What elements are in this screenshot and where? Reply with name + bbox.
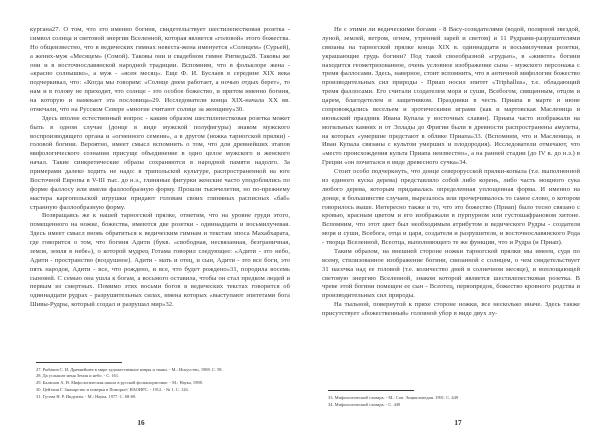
paragraph: кургана27. О том, что это именно богиня, свидетельствует шестилепестковая розетка - символ солнца и световой энергии Вселенной, которая является «головой» этого божества. Но общеизвестно, что в ведических гимнах невеста-жена именуется «Солнцем» (Сурьей), а жених-муж «Месяцем» (Сомой). Таковы они и свадебном гимне Ригведы28. Таковы же они и в восточнославянской народной традиции. Вспомним, что в фольклоре жена - «красно солнышко», а муж - «ясен месяц». Еще Ф. И. Буслаев в середине XIX века подчеркивал, что: «Когда мы говорим: «Солнце днем работает, а ночью отдых берет», то нам и в голову не приходит, что солнце - это особое божество, и притом именно богиня, на которую и намекает эта пословица»29. Исследователи конца XIX-начала XX вв. отмечали, что на Русском Севере «многие считают солнце за женщину»30.: [30, 26, 290, 113]
footnote-separator-rule: [36, 362, 122, 363]
footnote-number: 33.: [328, 395, 334, 401]
footnote-item: [30, 367, 290, 373]
footnote-item: [30, 394, 290, 400]
paragraph: Не с этими ли ведическими богами - 8 Васу-созидателями (водой, полярной звездой, луной, землей, ветром, огнем, утренней зарей и светом) и 11 Рудрами-разрушителями связаны на тарногской прялке конца XIX в. одиннадцати и восьмилучевая розетки, украшающие грудь богини? Под такой своеобразной «грудью», в «животе» богини находится геометризованное, очень условное изображение сына - мужского персонажа с тремя фаллосами. Здесь, наверное, стоит вспомнить, что в античной мифологии божество производительных сил природы - Приап носил эпитет «Triphallus», т.е. обладающий тремя фаллосами. Его считали создателем моря и суши, Всебогом, священным, отцом и царем, благодетелем и защитником. Праздники в честь Приапа в марте и июне сопровождались весельем и эротическими играми (как и мартовская Масленица и июньский праздник Ивана Купала у восточных славян). Приапа часто изображали на могильных камнях и от Эллады до Фригии были в древности распространены амулеты, на которых «умершие предстают в облике Приапа»33. (Вспомним, что и Масленица, и Иван Купала связаны с культом умерших и плодородия). Исследователи отмечают, что «место происхождения культа Приапа неизвестно», а на ранней стадии (до IV в. до н.э.) в Греции «он почитался в виде древесного сучка»34.: [322, 26, 580, 167]
footnote-number: 28.: [36, 373, 42, 379]
footnote-item: [322, 395, 580, 401]
footnote-item: [30, 387, 290, 393]
paragraph: Возвращаясь же к нашей тарногской прялке, отметим, что на уровне груди этого, помещенного на ножке, божества, имеются две розетки - одиннадцати и восьмилучевая. Здесь имеет смысл вновь обратиться к ведическим гимнам и текстам эпоса Махабхарата, где говорится о том, что богиня Адити (букв. «свободная, несвязанная, безграничная, земля, земля в небе»), о которой мудрец Готама говорил следующее: «Адити - это небо, Адити - пространство (воздушное). Адити - мать и отец, и сын, Адити - это все боги, это пять народов, Адити - все, что рождено, и все, что будет рождено»31, породила восемь сыновей. С семью она ушла к богам, а восьмого оставила, чтобы он стал предком людей и первым из смертных. Помимо этих восьми богов в ведических текстах говорится об одиннадцати рудрах - разрушительных силах, имена которых «выступают эпитетами бога Шивы-Рудры, который создал и разрушал мир»32.: [30, 212, 290, 309]
right-page-footnotes: [322, 390, 580, 409]
paragraph: Таким образом, на внешней стороне ножки тарногской прялки мы имеем, судя по всему, стилизованное изображение богини, связанной с солнцем, о чем свидетельствует 31 насечка над ее головой (т.е. количество дней в солнечном месяце), и воплощающей световую энергию Вселенной, знаком которой является шестилепестковая розетка. В чреве этой богини помещен ее сын - Всеотец, первопредок, божество кровного родства и производительных сил природы.: [322, 247, 580, 300]
footnote-text: Да услышат меня Земля и небо. - С. 161.: [42, 373, 120, 379]
footnote-number: 30.: [36, 387, 42, 393]
right-page-text-column: [322, 26, 580, 319]
footnote-item: [322, 402, 580, 408]
footnote-number: 27.: [36, 366, 42, 372]
footnote-item: [30, 380, 290, 386]
footnote-text: Рыбаков С. И. Древнейшее в мире художественное ковры и ткани. - М.: Искусство, 1988. С. 58.: [42, 366, 223, 372]
page-number-right: 17: [454, 419, 462, 427]
footnote-text: Балашов А. Н. Мифологическая школа в русской фольклористике. - М.: Наука, 1988.: [42, 380, 203, 386]
paragraph: На тыльной, повернутой к пряхе стороне ножки, все несколько иначе. Здесь также присутствует «божественный» головной убор в виде двух лу-: [322, 301, 580, 317]
footnote-text: Мифологический словарь. - М.: Сов. Энциклопедия. 1991. С. 449: [334, 395, 459, 401]
paragraph: Стоит особо подчеркнуть, что донце северорусской прялки-копыла (т.е. выполненной из единого куска дерева) представляло собой либо корень, либо часть мощного сука любого дерева, которым придавалась определенная уплощенная форма. И именно на донце, в большинстве случаев, вырезалось или прочерчивалось то самое слово, о котором говорилось выше. Интересно также и то, что это божество (Приап) было тесно связано с кровью, красным цветом и его изображали в пурпурном или густошафрановом хитоне. Вспомним, что этот цвет был необходимым атрибутом и ведического Рудры - создателя моря и суши, Всебога, отца и царя, создателя и разрушителя, и восточнославянского Рода - творца Вселенной, Всеотца, выполняющего те же функции, что и Рудра (и Приап).: [322, 168, 580, 246]
left-page-text-column: [30, 26, 290, 310]
paragraph: Здесь вполне естественный вопрос - каким образом шестилепестковая розетка может быть в одном случае (донце в виде мужской полуфигуры) знаком мужского воспроизводящего органа и «огненного семени», а в другом (ножка тарногской прялки) - головой богини. Вероятно, имеет смысл вспомнить о том, что для древнейших этапов мифологического сознания присуще объединение в одно целое мужского и женского начал. Такие синкретические образы сохраняются в народной памяти надолго. За примерами далеко ходить не надо: в трипольской культуре, распространенной на юге Восточной Европы в V-III тыс. до н.э., глиняные фигурки женские часто уподоблялись по форме фаллосу или имели фаллообразную форму. Прошли тысячелетия, но по-прежнему мастера каргопольской игрушки придают головам своих глиняных расписных «баб» странную фаллообразную форму.: [30, 114, 290, 211]
footnote-text: Гусева Н. Р. Индуизм. - М.: Наука, 1977. С. 68-69.: [42, 394, 137, 400]
footnote-separator-rule: [328, 390, 414, 391]
page-number-left: 16: [137, 419, 145, 427]
right-page: [300, 0, 600, 439]
left-page-footnotes: [30, 362, 290, 401]
footnote-item: [30, 373, 290, 379]
footnote-text: Цейтлин Г. Знахарство и поверья в Поморье// ИАОИРС. - 1912. - № 1. С. 126.: [42, 387, 189, 393]
footnote-number: 31.: [36, 394, 42, 400]
footnote-text: Мифологический словарь. - С. 449: [334, 402, 401, 408]
footnote-number: 34.: [328, 402, 334, 408]
footnote-number: 29.: [36, 380, 42, 386]
